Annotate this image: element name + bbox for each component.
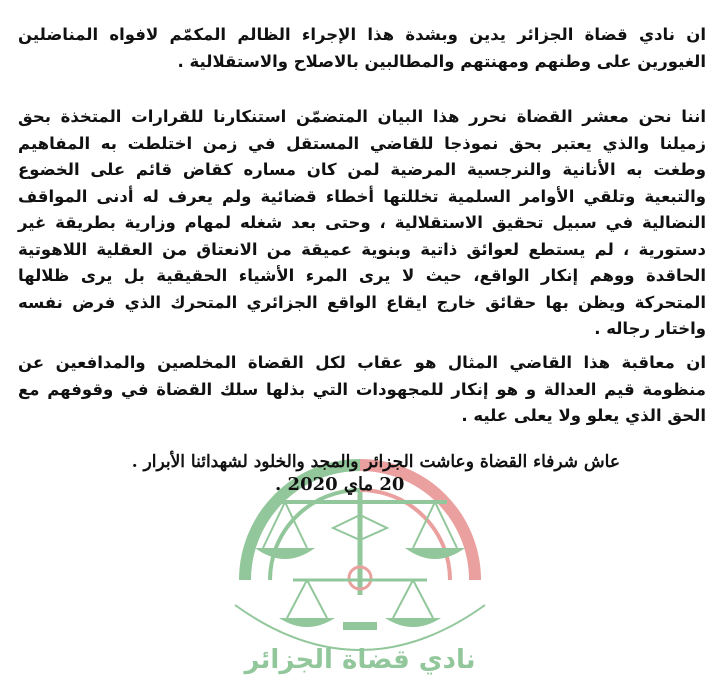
statement-paragraph-condemnation [18, 22, 706, 75]
statement-paragraph-punishment [18, 350, 706, 430]
paragraph-text: اننا نحن معشر القضاة نحرر هذا البيان المتضمّن استنكارنا للقرارات المتخذة بحق زميلنا والذي يعتبر بحق نموذجا للقاضي المستقل في زمن اختلطت به المفاهيم وطغت به الأنانية والنرجسية المرضية لمن كان مساره كقاض قائم على الخضوع والتبعية وتلقي الأوامر السلمية تخللتها أخطاء قضائية ولم يعرف له أدنى المواقف النضالية في سبيل تحقيق الاستقلالية ، وحتى بعد شغله لمهام وزارية بطريقة غير دستورية ، لم يستطع لعوائق ذاتية وبنوية عميقة من الانعتاق من العقلية اللاهوتية الحاقدة ووهم إنكار الواقع، حيث لا يرى المرء الأشياء الحقيقية بل يرى ظلالها المتحركة ويظن بها حقائق خارج ايقاع الواقع الجزائري المتحرك الذي فرض نفسه واختار رجاله . [18, 107, 706, 338]
closing-signoff: عاش شرفاء القضاة وعاشت الجزائر والمجد والخلود لشهدائنا الأبرار . [131, 452, 620, 472]
statement-date: 20 ماي 2020 . [275, 474, 405, 495]
paragraph-text: ان معاقبة هذا القاضي المثال هو عقاب لكل القضاة المخلصين والمدافعين عن منظومة قيم العدالة و هو إنكار للمجهودات التي بذلها سلك القضاة في وقوفهم مع الحق الذي يعلو ولا يعلى عليه . [18, 353, 706, 425]
svg-text:نادي قضاة الجزائر: نادي قضاة الجزائر [244, 645, 476, 675]
statement-paragraph-denunciation [18, 104, 706, 343]
paragraph-text: ان نادي قضاة الجزائر يدين وبشدة هذا الإجراء الظالم المكمّم لافواه المناضلين الغيورين على وطنهم ومهنتهم والمطالبين بالاصلاح والاستقلالية . [18, 25, 706, 71]
